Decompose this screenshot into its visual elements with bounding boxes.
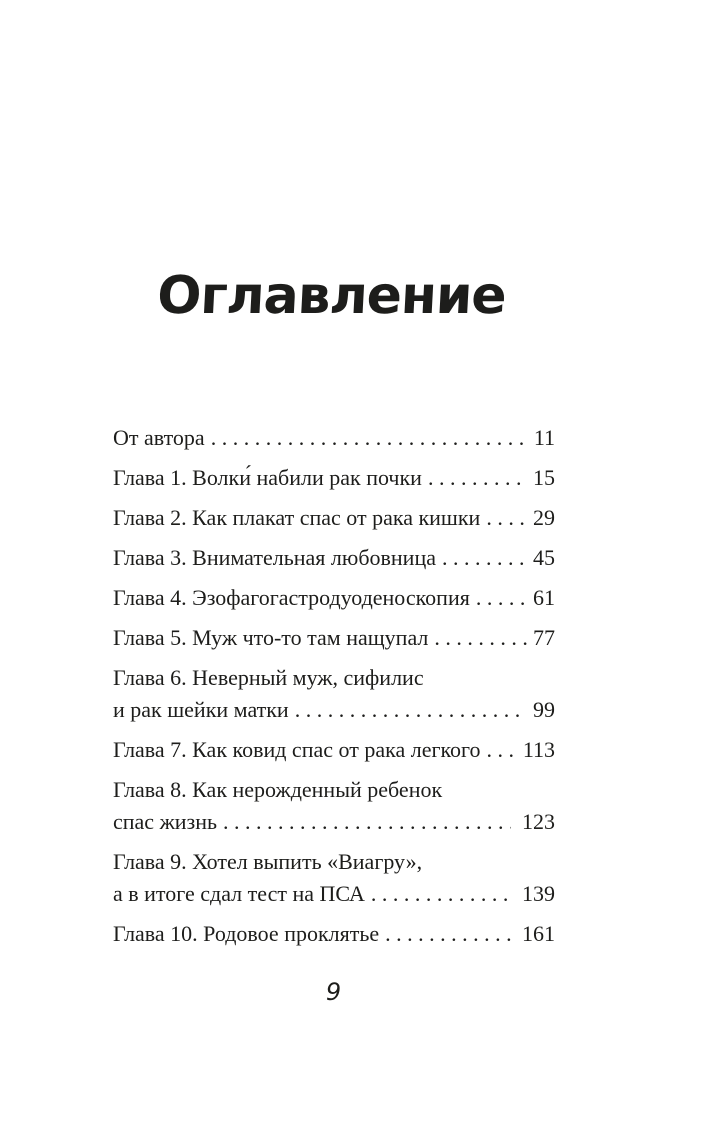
toc-entry-page: 77	[533, 625, 555, 650]
toc-entry-title: Глава 9. Хотел выпить «Виагру»,	[113, 849, 423, 874]
toc-entry-page: 45	[533, 545, 555, 570]
toc-entry	[113, 462, 555, 494]
toc-line	[113, 582, 555, 614]
toc-entry-title-continued: спас жизнь	[113, 809, 218, 834]
toc-entry-title-continued: и рак шейки матки	[113, 697, 289, 722]
toc-entry-page: 99	[533, 697, 555, 722]
toc-entry-title-continued: а в итоге сдал тест на ПСА	[113, 881, 365, 906]
toc-entry	[113, 422, 555, 454]
toc-line	[113, 774, 555, 806]
toc-entry-page: 161	[522, 921, 555, 946]
toc-entry-title: Глава 10. Родовое проклятье	[113, 921, 380, 946]
dot-leader	[295, 694, 527, 726]
toc-entry-title: Глава 1. Волки́ набили рак почки	[113, 465, 422, 490]
toc-entry	[113, 502, 555, 534]
toc-entry-page: 15	[533, 465, 555, 490]
toc-line	[113, 422, 555, 454]
dot-leader	[371, 878, 511, 910]
dot-leader	[442, 542, 527, 574]
toc-line	[113, 542, 555, 574]
dot-leader	[428, 462, 527, 494]
dot-leader	[385, 918, 511, 950]
toc-line	[113, 662, 555, 694]
toc-line	[113, 806, 555, 838]
toc-line	[113, 462, 555, 494]
dot-leader	[211, 422, 528, 454]
toc-entry	[113, 774, 555, 838]
toc-entry	[113, 734, 555, 766]
toc-entry	[113, 542, 555, 574]
dot-leader	[223, 806, 511, 838]
toc-entry-title: Глава 3. Внимательная любовница	[113, 545, 436, 570]
toc-entry	[113, 582, 555, 614]
toc-entry-page: 61	[533, 585, 555, 610]
toc-entry-page: 123	[522, 809, 555, 834]
dot-leader	[476, 582, 527, 614]
page-title: Оглавление	[155, 266, 508, 326]
toc-entry	[113, 622, 555, 654]
dot-leader	[487, 734, 517, 766]
toc-entry-page: 29	[533, 505, 555, 530]
toc-entry	[113, 662, 555, 726]
toc-entry-title: От автора	[113, 425, 205, 450]
toc-line	[113, 622, 555, 654]
toc-line	[113, 734, 555, 766]
toc-line	[113, 918, 555, 950]
toc-entry-page: 11	[533, 425, 555, 450]
toc-entry-page: 113	[522, 737, 555, 762]
toc-entry	[113, 846, 555, 910]
toc-entry-title: Глава 7. Как ковид спас от рака легкого	[113, 737, 481, 762]
toc-entry-page: 139	[522, 881, 555, 906]
table-of-contents	[113, 422, 555, 950]
toc-entry	[113, 918, 555, 950]
toc-line	[113, 846, 555, 878]
toc-entry-title: Глава 8. Как нерожденный ребенок	[113, 777, 443, 802]
dot-leader	[486, 502, 527, 534]
toc-entry-title: Глава 5. Муж что-то там нащупал	[113, 625, 429, 650]
dot-leader	[434, 622, 527, 654]
page-number: 9	[325, 978, 342, 1006]
toc-line	[113, 502, 555, 534]
toc-entry-title: Глава 4. Эзофагогастродуоденоскопия	[113, 585, 470, 610]
toc-entry-title: Глава 6. Неверный муж, сифилис	[113, 665, 424, 690]
toc-entry-title: Глава 2. Как плакат спас от рака кишки	[113, 505, 481, 530]
toc-line	[113, 694, 555, 726]
toc-line	[113, 878, 555, 910]
